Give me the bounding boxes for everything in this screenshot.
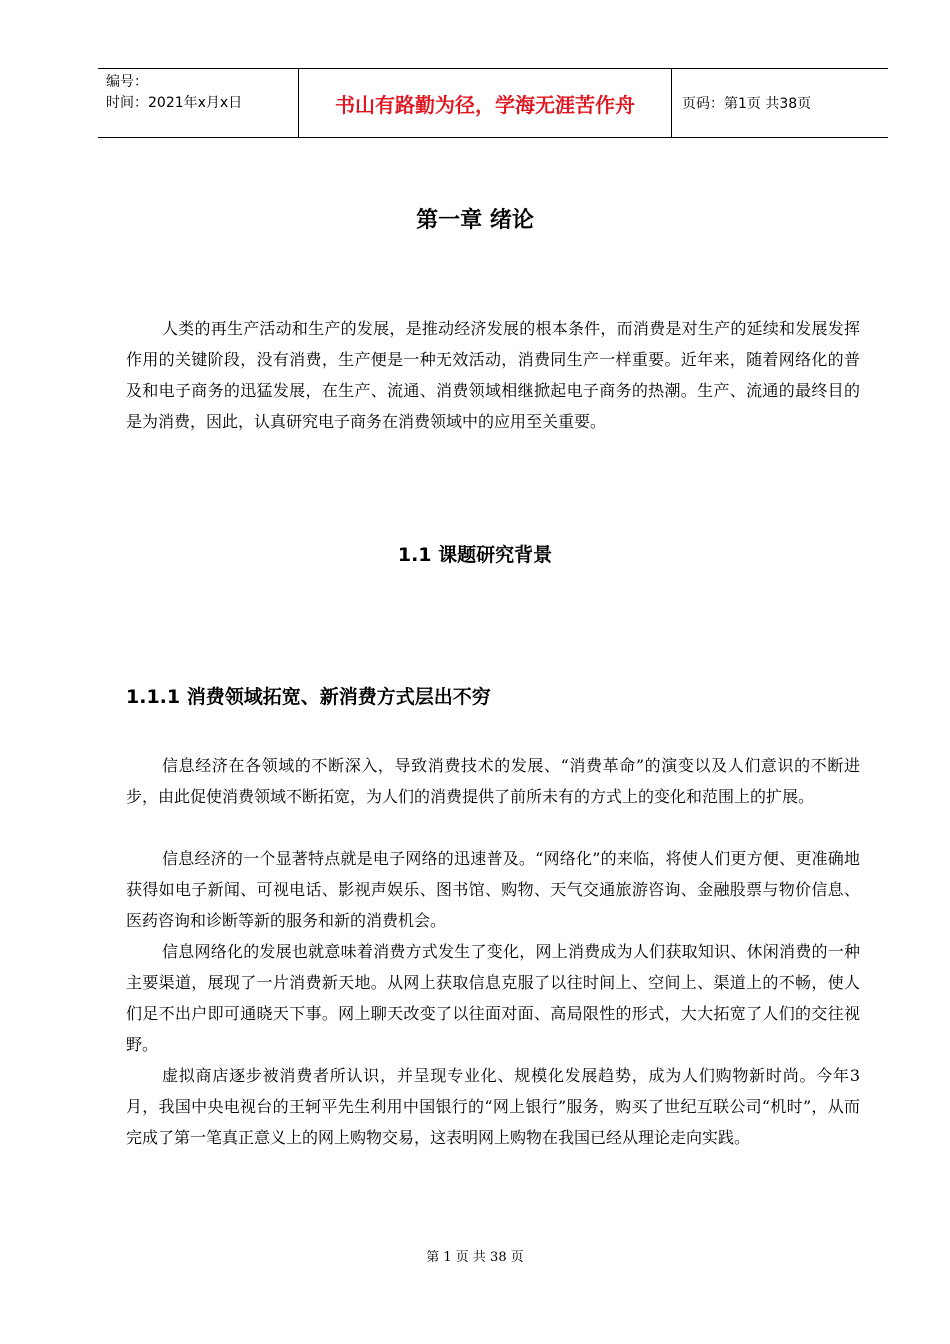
doc-time-label: 时间：2021年x月x日 bbox=[106, 95, 243, 111]
page-footer: 第 1 页 共 38 页 bbox=[426, 1250, 524, 1265]
page-header bbox=[98, 68, 888, 138]
chapter-title: 第一章 绪论 bbox=[416, 208, 534, 233]
intro-paragraph: 人类的再生产活动和生产的发展，是推动经济发展的根本条件，而消费是对生产的延续和发展发挥作用的关键阶段，没有消费，生产便是一种无效活动，消费同生产一样重要。近年来，随着网络化的普及和电子商务的迅猛发展，在生产、流通、消费领域相继掀起电子商务的热潮。生产、流通的最终目的是为消费，因此，认真研究电子商务在消费领域中的应用至关重要。 bbox=[126, 319, 860, 431]
doc-number-label: 编号： bbox=[106, 74, 148, 90]
header-meta bbox=[98, 69, 299, 137]
section-title: 1.1 课题研究背景 bbox=[397, 544, 553, 566]
header-page-info: 页码：第1页 共38页 bbox=[682, 96, 812, 112]
subsection-title: 1.1.1 消费领域拓宽、新消费方式层出不穷 bbox=[126, 686, 491, 708]
body-paragraph-3: 信息网络化的发展也就意味着消费方式发生了变化，网上消费成为人们获取知识、休闲消费的一种主要渠道，展现了一片消费新天地。从网上获取信息克服了以往时间上、空间上、渠道上的不畅，使人们足不出户即可通晓天下事。网上聊天改变了以往面对面、高局限性的形式，大大拓宽了人们的交往视野。 bbox=[126, 942, 860, 1054]
header-motto: 书山有路勤为径，学海无涯苦作舟 bbox=[299, 69, 672, 137]
body-paragraph-2: 信息经济的一个显著特点就是电子网络的迅速普及。“网络化”的来临，将使人们更方便、更准确地获得如电子新闻、可视电话、影视声娱乐、图书馆、购物、天气交通旅游咨询、金融股票与物价信息、医药咨询和诊断等新的服务和新的消费机会。 bbox=[126, 849, 860, 930]
body-paragraph-1: 信息经济在各领域的不断深入，导致消费技术的发展、“消费革命”的演变以及人们意识的不断进步，由此促使消费领域不断拓宽，为人们的消费提供了前所未有的方式上的变化和范围上的扩展。 bbox=[126, 756, 860, 806]
body-paragraph-4: 虚拟商店逐步被消费者所认识，并呈现专业化、规模化发展趋势，成为人们购物新时尚。今年3月，我国中央电视台的王轲平先生利用中国银行的“网上银行”服务，购买了世纪互联公司“机时”，从而完成了第一笔真正意义上的网上购物交易，这表明网上购物在我国已经从理论走向实践。 bbox=[126, 1066, 860, 1147]
